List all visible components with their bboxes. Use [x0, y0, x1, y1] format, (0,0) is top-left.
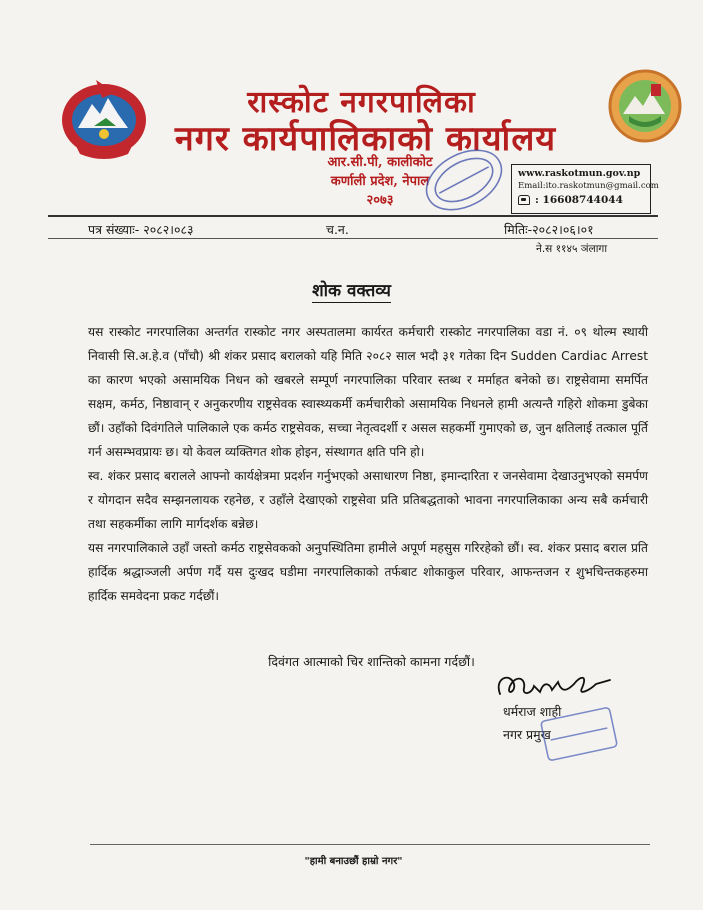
nepal-sambat-date: ने.स ११४५ ञंलागा: [536, 243, 608, 255]
address-line-3: २०७३: [366, 193, 394, 208]
heading-text: शोक वक्तव्य: [312, 281, 391, 301]
document-heading: [0, 278, 703, 301]
statement-body: [88, 320, 648, 608]
email-text: Email:ito.raskotmun@gmail.com: [518, 181, 659, 191]
letter-number: पत्र संख्याः- २०८२।०८३: [88, 222, 194, 237]
address-line-2: कर्णाली प्रदेश, नेपाल: [330, 174, 430, 189]
website-text: www.raskotmun.gov.np: [518, 168, 641, 179]
phone-text: : 16608744044: [535, 194, 623, 206]
signature-icon: [470, 664, 620, 704]
reference-divider: [48, 238, 658, 239]
dispatch-number: च.न.: [326, 222, 349, 237]
signatory-stamp-icon: [536, 706, 622, 762]
header-divider: [48, 215, 658, 217]
address-line-1: आर.सी.पी, कालीकोट: [327, 155, 433, 170]
municipality-title: रास्कोट नगरपालिका: [247, 85, 476, 120]
receipt-stamp-icon: [416, 140, 512, 220]
municipality-seal-icon: [607, 66, 683, 146]
office-title: नगर कार्यपालिकाको कार्यालय: [174, 119, 557, 159]
condolence-line: दिवंगत आत्माको चिर शान्तिको कामना गर्दछौं।: [268, 654, 475, 669]
letter-date: मितिः-२०८२।०६।०१: [504, 222, 594, 237]
phone-row: [518, 194, 644, 206]
footer-divider: [90, 844, 650, 845]
paragraph-3: यस नगरपालिकाले उहाँ जस्तो कर्मठ राष्ट्रसेवकको अनुपस्थितिमा हामीले अपूर्ण महसुस गरिरहेको छौं। स्व. शंकर प्रसाद बराल प्रति हार्दिक श्रद्धाञ्जली अर्पण गर्दै यस दुःखद घडीमा नगरपालिकाको तर्फबाट शोकाकुल परिवार, आफन्तजन र शुभचिन्तकहरुमा हार्दिक समवेदना प्रकट गर्दछौं।: [88, 541, 648, 603]
signatory-title: नगर प्रमुख: [503, 727, 551, 742]
phone-icon: [518, 195, 530, 205]
signatory-name: धर्मराज शाही: [503, 704, 562, 719]
paragraph-1: यस रास्कोट नगरपालिका अन्तर्गत रास्कोट नगर अस्पतालमा कार्यरत कर्मचारी रास्कोट नगरपालिका वडा नं. ०९ थोल्म स्थायी निवासी सि.अ.हे.व (पाँचौ) श्री शंकर प्रसाद बरालको यहि मिति २०८२ साल भदौ ३१ गतेका दिन Sudden Cardiac Arrest का कारण भएको असामयिक निधन को खबरले सम्पूर्ण नगरपालिका परिवार स्तब्ध र मर्माहत बनेको छ। राष्ट्रसेवामा समर्पित सक्षम, कर्मठ, निष्ठावान् र अनुकरणीय राष्ट्रसेवक स्वास्थ्यकर्मी कर्मचारीको असामयिक निधनले हामी अत्यन्तै गहिरो शोकमा डुबेका छौं। उहाँको दिवंगतिले पालिकाले एक कर्मठ राष्ट्रसेवक, सच्चा नेतृत्वदर्शी र असल सहकर्मी गुमाएको छ, जुन क्षतिलाई तत्काल पूर्ति गर्न असम्भवप्रायः छ। यो केवल व्यक्तिगत शोक होइन, संस्थागत क्षति पनि हो।: [88, 325, 648, 459]
footer-motto: "हामी बनाउछौं हाम्रो नगर": [304, 856, 403, 867]
paragraph-2: स्व. शंकर प्रसाद बरालले आफ्नो कार्यक्षेत्रमा प्रदर्शन गर्नुभएको असाधारण निष्ठा, इमान्दारिता र जनसेवामा देखाउनुभएको समर्पण र योगदान सदैव सम्झनलायक रहनेछ, र उहाँले देखाएको राष्ट्रसेवा प्रति प्रतिबद्धताको भावना नगरपालिकाका अन्य सबै कर्मचारी तथा सहकर्मीका लागि मार्गदर्शक बन्नेछ।: [88, 469, 648, 531]
contact-box: [511, 164, 659, 214]
